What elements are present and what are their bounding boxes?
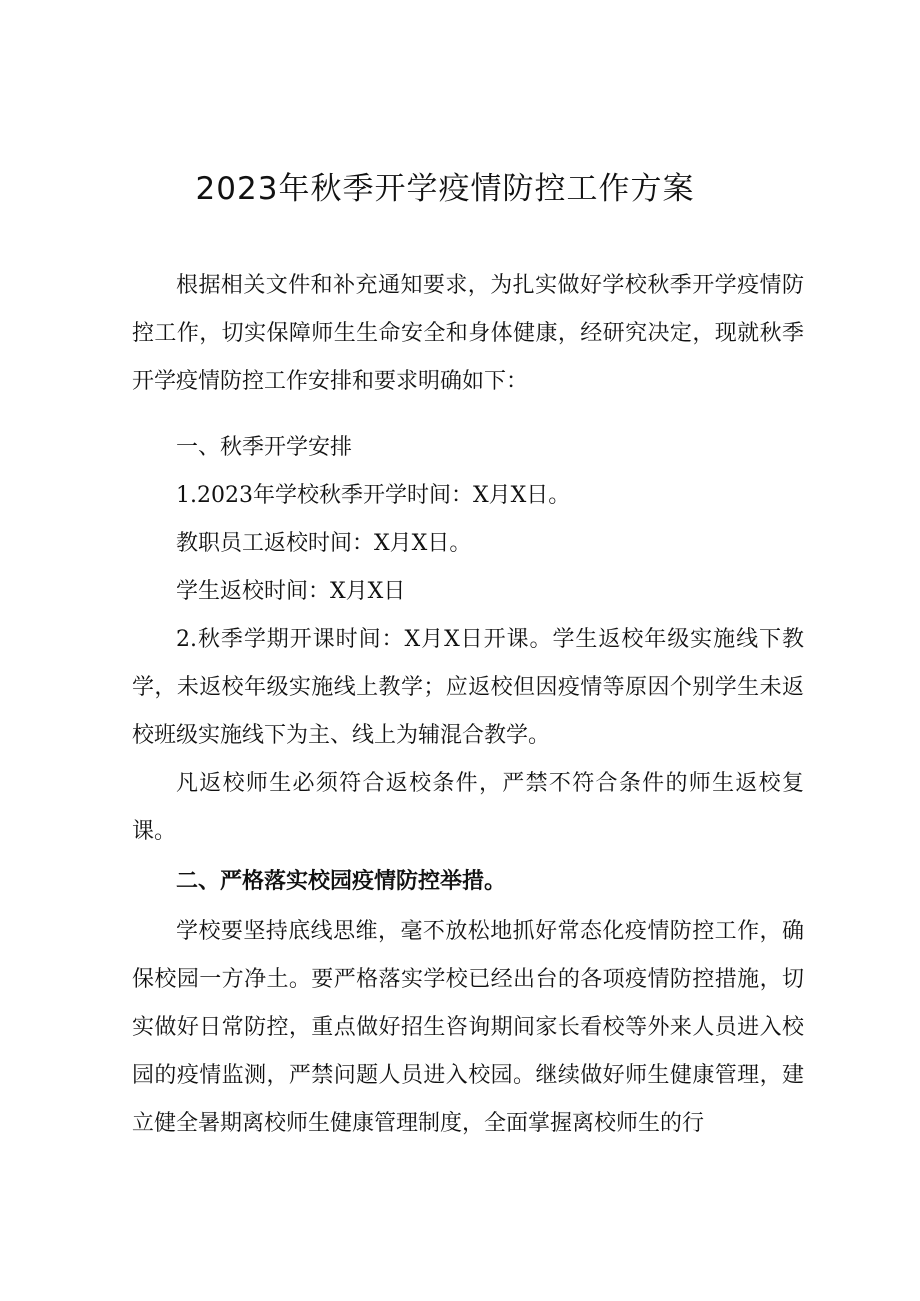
class-start-item: 2.秋季学期开课时间：X月X日开课。学生返校年级实施线下教学，未返校年级实施线上教学；应返校但因疫情等原因个别学生未返校班级实施线下为主、线上为辅混合教学。 xyxy=(132,627,804,748)
student-return-date: 学生返校时间：X月X日 xyxy=(176,579,406,604)
opening-date-item: 1.2023年学校秋季开学时间：X月X日。 xyxy=(176,483,571,508)
intro-paragraph: 根据相关文件和补充通知要求，为扎实做好学校秋季开学疫情防控工作，切实保障师生生命安全和身体健康，经研究决定，现就秋季开学疫情防控工作安排和要求明确如下： xyxy=(132,273,804,394)
return-requirement-paragraph: 凡返校师生必须符合返校条件，严禁不符合条件的师生返校复课。 xyxy=(132,771,804,844)
document-title: 2023年秋季开学疫情防控工作方案 xyxy=(195,171,695,207)
section-2-heading: 二、严格落实校园疫情防控举措。 xyxy=(176,869,507,894)
staff-return-date: 教职员工返校时间：X月X日。 xyxy=(176,531,472,556)
section-1-heading: 一、秋季开学安排 xyxy=(176,435,353,460)
document-body xyxy=(132,262,804,1148)
campus-measures-paragraph: 学校要坚持底线思维，毫不放松地抓好常态化疫情防控工作，确保校园一方净土。要严格落实学校已经出台的各项疫情防控措施，切实做好日常防控，重点做好招生咨询期间家长看校等外来人员进入校园的疫情监测，严禁问题人员进入校园。继续做好师生健康管理，建立健全暑期离校师生健康管理制度，全面掌握离校师生的行 xyxy=(132,919,804,1136)
